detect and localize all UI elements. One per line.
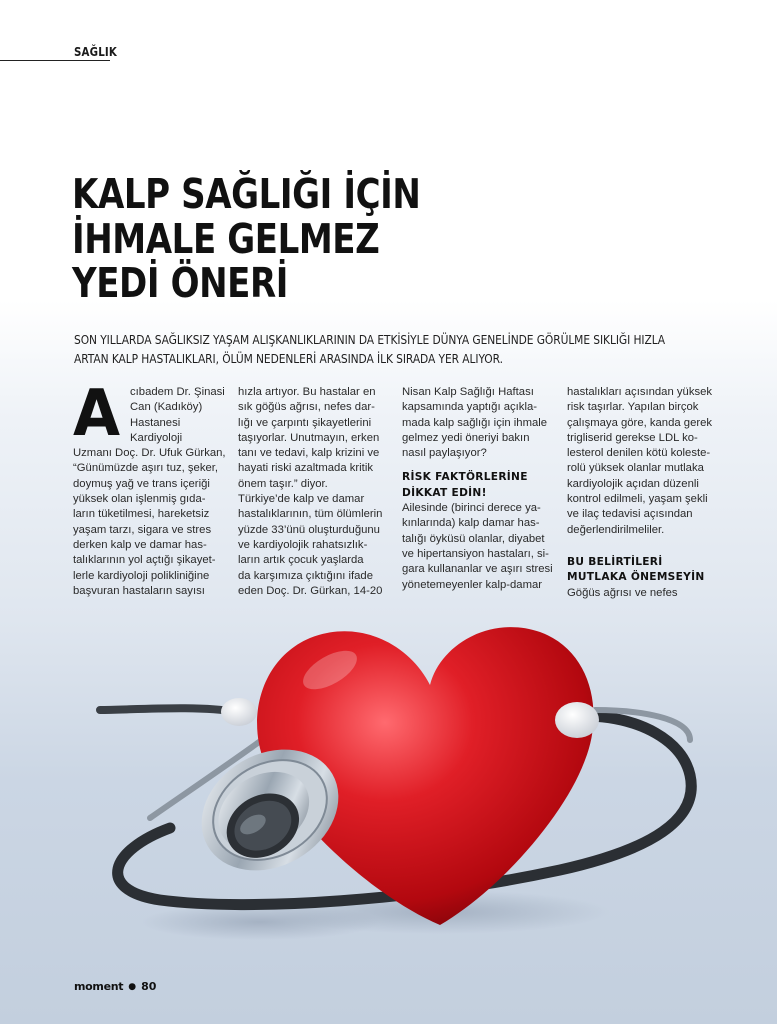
spacer (567, 538, 727, 552)
body-text-line: gara kullananlar ve aşırı stresi (402, 563, 553, 576)
body-text-line: Kardiyoloji (130, 431, 183, 444)
body-text-line: Türkiye’de kalp ve damar (238, 493, 365, 506)
body-text-line: ve hipertansiyon hastaları, si- (402, 547, 549, 560)
footer-separator: ● (128, 981, 137, 992)
body-text-line: hayati riski azaltmada kritik (238, 462, 373, 475)
body-text-line: lığı ve çarpıntı şikayetlerini (238, 416, 372, 429)
body-column-1 (73, 377, 233, 599)
subheading-line: RİSK FAKTÖRLERİNE (402, 471, 528, 484)
body-column-4 (567, 385, 727, 601)
body-text-line: ve kardiyolojik rahatsızlık- (238, 538, 368, 551)
body-text-line: sık göğüs ağrısı, nefes dar- (238, 401, 375, 414)
body-column-2 (238, 385, 398, 599)
footer (74, 980, 156, 993)
body-text-line: doymuş yağ ve trans içeriği (73, 477, 210, 490)
lead-line: ARTAN KALP HASTALIKLARI, ÖLÜM NEDENLERİ ARASINDA İLK SIRADA YER ALIYOR. (74, 350, 503, 366)
body-text-line: lerle kardiyoloji polikliniğine (73, 569, 210, 582)
body-text-line: Ailesinde (birinci derece ya- (402, 502, 541, 515)
body-text-line: talığı öyküsü olanlar, diyabet (402, 532, 545, 545)
body-text-line: rolü yüksek olanlar mutlaka (567, 462, 704, 475)
magazine-logo: moment (74, 980, 124, 993)
title-line: KALP SAĞLIĞI İÇİN (72, 170, 421, 218)
body-text-line: ve ilaç tedavisi açısından (567, 508, 693, 521)
body-text-line: trigliserid gerekse LDL ko- (567, 431, 698, 444)
body-text-line: mada kalp sağlığı için ihmale (402, 416, 548, 429)
section-rule (0, 60, 110, 61)
body-text-line: kontrol edilmeli, yaşam şekli (567, 493, 708, 506)
body-text-line: yüksek olan işlenmiş gıda- (73, 493, 206, 506)
body-text-line: Nisan Kalp Sağlığı Haftası (402, 386, 534, 398)
dropcap: A (73, 377, 121, 451)
body-text-line: başvuran hastaların sayısı (73, 584, 205, 597)
body-text-line: Can (Kadıköy) (130, 401, 203, 414)
body-text-line: yönetemeyenler kalp-damar (402, 578, 543, 591)
article-title (72, 172, 420, 306)
body-text-line: eden Doç. Dr. Gürkan, 14-20 (238, 584, 383, 597)
body-text-line: Hastanesi (130, 416, 181, 429)
subheading-line: BU BELİRTİLERİ (567, 555, 663, 568)
body-text-line: cıbadem Dr. Şinasi (130, 386, 225, 398)
article-lead (74, 331, 685, 368)
body-text-line: hastalıklarının, tüm ölümlerin (238, 508, 383, 521)
body-text-line: risk taşırlar. Yapılan birçok (567, 401, 699, 414)
body-text-line: ların tüketilmesi, hareketsiz (73, 508, 210, 521)
body-text-line: hastalıkları açısından yüksek (567, 386, 713, 398)
body-text-line: yaşam tarzı, sigara ve stres (73, 523, 212, 536)
body-text-line: önem taşır.” diyor. (238, 477, 328, 490)
title-line: YEDİ ÖNERİ (72, 259, 289, 307)
body-text-line: lesterol denilen kötü koleste- (567, 447, 711, 460)
body-text-line: çalışmaya göre, kanda gerek (567, 416, 713, 429)
lead-line: SON YILLARDA SAĞLIKSIZ YAŞAM ALIŞKANLIKLARININ DA ETKİSİYLE DÜNYA GENELİNDE GÖRÜLME SIKLIĞI HIZLA (74, 332, 666, 347)
body-text-line: derken kalp ve damar has- (73, 538, 207, 551)
body-text-line: yüzde 33’ünü oluşturduğunu (238, 523, 380, 536)
body-text-line: kınlarında) kalp damar has- (402, 517, 540, 530)
article-photo (0, 600, 777, 1024)
body-text-line: Göğüs ağrısı ve nefes (567, 586, 678, 599)
subheading-line: DİKKAT EDİN! (402, 486, 487, 499)
body-column-3 (402, 385, 562, 593)
page-number: 80 (141, 980, 157, 993)
body-text-line: talıklarının yol açtığı şikayet- (73, 554, 216, 567)
body-text-line: da karşımıza çıktığını ifade (238, 569, 373, 582)
body-text-line: kardiyolojik açıdan düzenli (567, 477, 699, 490)
section-label: SAĞLIK (74, 44, 118, 59)
body-text-line: “Günümüzde aşırı tuz, şeker, (73, 462, 219, 475)
subheading-line: MUTLAKA ÖNEMSEYİN (567, 571, 705, 584)
body-text-line: hızla artıyor. Bu hastalar en (238, 386, 376, 398)
title-line: İHMALE GELMEZ (72, 214, 380, 263)
body-text-line: Uzmanı Doç. Dr. Ufuk Gürkan, (73, 447, 226, 460)
body-text-line: kapsamında yaptığı açıkla- (402, 401, 538, 414)
body-text-line: tanı ve tedavi, kalp krizini ve (238, 447, 380, 460)
spacer (402, 461, 562, 467)
body-text-line: taşıyorlar. Unutmayın, erken (238, 431, 380, 444)
body-text-line: değerlendirilmeliler. (567, 523, 665, 536)
body-text-line: nasıl paylaşıyor? (402, 447, 487, 460)
body-text-line: ların artık çocuk yaşlarda (238, 554, 364, 567)
heart-with-stethoscope-icon (0, 600, 777, 1024)
body-text-line: gelmez yedi öneriyi bakın (402, 431, 530, 444)
